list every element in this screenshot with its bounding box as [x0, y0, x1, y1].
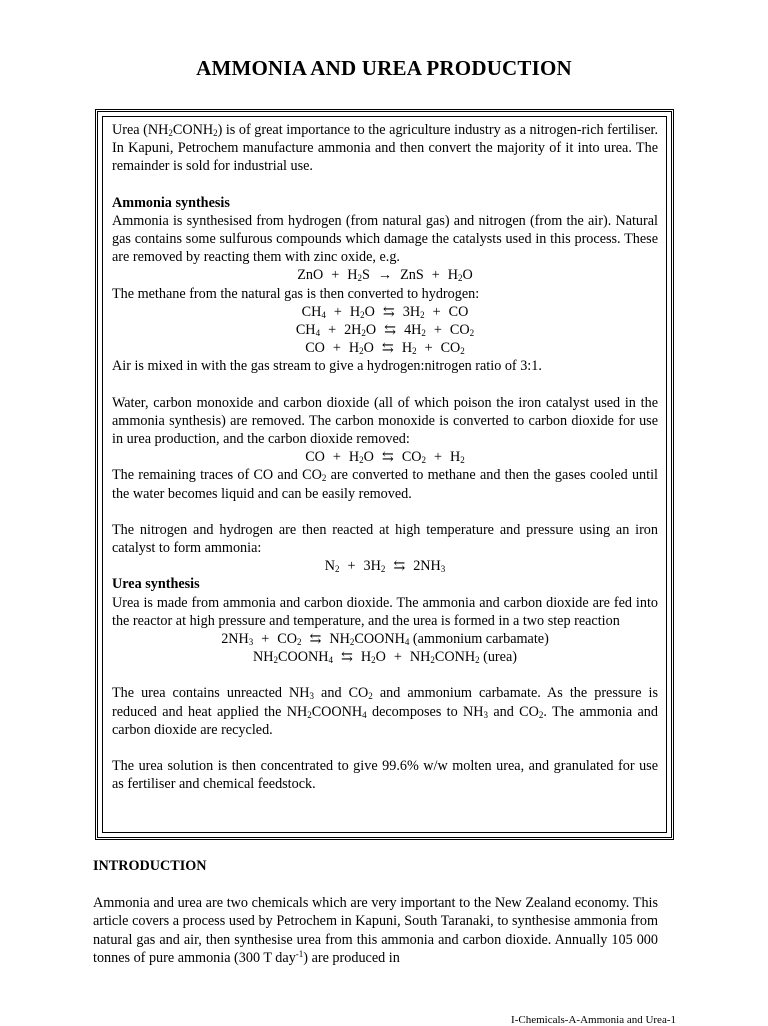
ammonia-reaction-paragraph: The nitrogen and hydrogen are then reacted at high temperature and pressure using an iron catalyst to form ammonia: [112, 521, 658, 557]
gas-purification-paragraph: Water, carbon monoxide and carbon dioxide (all of which poison the iron catalyst used in the ammonia synthesis) are removed. The carbon monoxide is converted to carbon dioxide for use in urea production, and the carbon dioxide removed: [112, 394, 658, 448]
equation-water-gas-shift-1: CO + $H_2O$ ⇆ $H_2 + CO_2$ [305, 340, 465, 357]
introduction-heading: INTRODUCTION [93, 858, 207, 874]
equation-zinc-oxide: ZnO + $H_2S$ → ZnS + $H_2O$ [297, 267, 473, 284]
equation-urea: $NH_2COONH_4$ ⇆ $H_2O$ + $NH_2CONH_2$ (urea) [253, 649, 517, 666]
introduction-paragraph: Ammonia and urea are two chemicals which are very important to the New Zealand economy. This article covers a process used by Petrochem in Kapuni, South Taranaki, to synthesise ammonia from natural gas and air, then synthesise urea from this ammonia and carbon dioxide. Annually 105 000 tonnes of pure ammonia (300 T day$^{-1}$) are produced in [93, 895, 658, 966]
recycling-paragraph: The urea contains unreacted $NH_3$ and $CO_2$ and ammonium carbamate. As the pressure is reduced and heat applied the $NH_2COONH_4$ decomposes to $NH_3$ and $CO_2$. The ammonia and carbon dioxide are recycled. [112, 685, 658, 738]
ammonia-synthesis-paragraph: Ammonia is synthesised from hydrogen (from natural gas) and nitrogen (from the air). Natural gas contains some sulfurous compounds which damage the catalysts used in this process. These are removed by reacting them with zinc oxide, e.g. [112, 212, 658, 266]
equation-carbamate: $2NH_3 + CO_2$ ⇆ $NH_2COONH_4$ (ammonium carbamate) [221, 631, 549, 648]
page-footer: I-Chemicals-A-Ammonia and Urea-1 [511, 1014, 676, 1026]
urea-synthesis-heading: Urea synthesis [112, 576, 200, 593]
methane-conversion-line: The methane from the natural gas is then converted to hydrogen: [112, 285, 480, 302]
air-ratio-line: Air is mixed in with the gas stream to give a hydrogen:nitrogen ratio of 3:1. [112, 358, 542, 375]
urea-intro-paragraph: Urea $(NH_2CONH_2)$ is of great importance to the agriculture industry as a nitrogen-rich fertiliser. In Kapuni, Petrochem manufacture ammonia and then convert the majority of it into urea. The remainder is sold for industrial use. [112, 122, 658, 175]
concentration-paragraph: The urea solution is then concentrated to give 99.6% w/w molten urea, and granulated for use as fertiliser and chemical feedstock. [112, 758, 658, 793]
equation-steam-reforming-2: $CH_4 + 2H_2O$ ⇆ $4H_2 + CO_2$ [295, 322, 475, 339]
ammonia-synthesis-heading: Ammonia synthesis [112, 194, 230, 211]
urea-synthesis-paragraph: Urea is made from ammonia and carbon dioxide. The ammonia and carbon dioxide are fed into the reactor at high pressure and temperature, and the urea is formed in a two step reaction [112, 594, 658, 629]
equation-water-gas-shift-2: CO + $H_2O$ ⇆ $CO_2 + H_2$ [305, 449, 465, 466]
equation-steam-reforming-1: $CH_4 + H_2O$ ⇆ $3H_2$ + CO [301, 303, 469, 320]
page-title: AMMONIA AND UREA PRODUCTION [196, 56, 572, 80]
summary-box-content [112, 121, 658, 794]
equation-haber: $N_2 + 3H_2$ ⇆ $2NH_3$ [324, 558, 446, 575]
methanation-paragraph: The remaining traces of CO and $CO_2$ are converted to methane and then the gases cooled until the water becomes liquid and can be easily removed. [112, 467, 658, 502]
